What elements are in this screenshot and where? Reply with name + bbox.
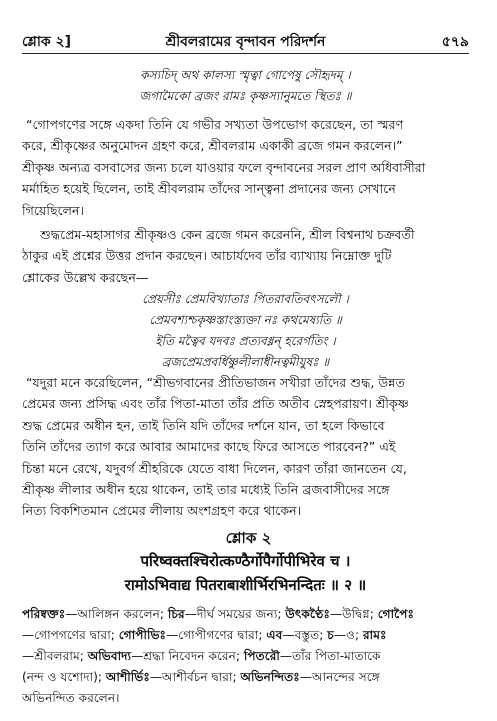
sanskrit-line: परिष्वक्तश्चिरोत्कण्ठैर्गोपैर्गोपीभिरेव च । (140, 552, 351, 570)
text-line: শুদ্ধ প্রেমের অধীন হন, তাই তিনি যদি তাঁদের দর্শনে যান, তা হলে কিভাবে (22, 417, 385, 433)
page-header (22, 30, 469, 52)
word-meanings (22, 604, 469, 709)
synonym-meaning: —আনন্দের সঙ্গে (299, 670, 380, 684)
text-line: শুদ্ধপ্রেম-মহাসাগর শ্রীকৃষ্ণও কেন ব্রজে গমন করেননি, শ্রীল বিশ্বনাথ চক্রবর্তী (40, 227, 415, 242)
synonym-meaning: —আলিঙ্গন করলেন; (65, 607, 168, 621)
synonym-meaning: —গোপীগণের দ্বারা; (166, 628, 267, 642)
synonym-term: পরিষ্বক্তঃ (22, 607, 66, 621)
verse-line: ব্রজপ্রেমপ্রবর্ধিষ্ণুলীলাধীনত্বমীযুষঃ ॥ (161, 355, 330, 369)
synonym-line (22, 667, 469, 688)
text-line: চিন্তা মনে রেখে, যদুবর্গ শ্রীহরিকে যেতে বাধা দিলেন, কারণ তাঁরা জানতেন যে, (22, 460, 407, 476)
text-line: নিত্য বিকশিতমান প্রেমের লীলায় অংশগ্রহণ করে থাকেন। (22, 503, 302, 519)
text-line: করে, শ্রীকৃষ্ণের অনুমোদন গ্রহণ করে, শ্রীবলরাম একাকী ব্রজে গমন করলেন।” (22, 138, 403, 154)
text-line: ঠাকুর এই প্রশ্নের উত্তর প্রদান করছেন। আচার্যদেব তাঁর ব্যাখ্যায় নিম্নোক্ত দুটি (22, 248, 392, 264)
sanskrit-verse (22, 549, 469, 597)
synonym-meaning: —আশীর্বচন দ্বারা; (149, 670, 241, 684)
verse-line: কস্যচিদ্ অথ কালস্য স্মৃত্বা গোপেষু সৌহৃদম্ । (140, 68, 351, 82)
sloka-heading: শ্লোক ২ (225, 529, 272, 547)
text-line: গিয়েছিলেন। (22, 202, 85, 218)
sanskrit-line: रामोऽभिवाद्य पितराबाशीर्भिरभिनन्दितः ॥ २ ॥ (124, 576, 367, 594)
synonym-meaning: —শ্রীবলরাম; (22, 649, 88, 663)
verse-line: ইতি মত্বৈব যদবঃ প্রত্যবধ্নন্ হরের্গতিং । (155, 334, 336, 348)
synonym-meaning: —দীর্ঘ সময়ের জন্য; (184, 607, 286, 621)
synonym-line (22, 688, 469, 709)
synonym-term: পিতরৌ (243, 649, 280, 663)
synonym-meaning: অভিনন্দিত করলেন। (22, 691, 120, 705)
quoted-verse-2 (22, 289, 469, 373)
quoted-verse-1 (22, 65, 469, 107)
text-line: তিনি তাঁদের ত্যাগ করে আবার আমাদের কাছে ফিরে আসতে পারবেন?” এই (22, 439, 396, 455)
verse-line: জগামৈকো ব্রজং রামঃ কৃষ্ণস্যানুমতে স্থিতঃ ॥ (139, 89, 352, 103)
synonym-meaning: —গোপগণের দ্বারা; (22, 628, 119, 642)
text-line: “গোপগণের সঙ্গে একদা তিনি যে গভীর সখ্যতা উপভোগ করেছেন, তা স্মরণ (26, 117, 404, 132)
text-line: শ্রীকৃষ্ণ লীলার অধীন হয়ে থাকেন, তাই তার মধ্যেই তিনি ব্রজবাসীদের সঙ্গে (22, 482, 390, 498)
synonym-meaning: (নন্দ ও যশোদা); (22, 670, 106, 684)
synonym-meaning: —বস্তুত; (282, 628, 328, 642)
paragraph-translation (22, 114, 469, 221)
text-line: প্রেমের জন্য প্রসিদ্ধ এবং তাঁর পিতা-মাতা তাঁর প্রতি অতীব স্নেহপরায়ণ। শ্রীকৃষ্ণ (22, 396, 409, 412)
header-chapter-ref: শ্লোক ২] (22, 34, 72, 50)
synonym-term: এব (266, 628, 283, 642)
header-title: শ্রীবলরামের বৃন্দাবন পরিদর্শন (165, 34, 326, 50)
text-line: মর্মাহিত হয়েই ছিলেন, তাই শ্রীবলরাম তাঁদের সান্ত্বনা প্রদানের জন্য সেখানে (22, 181, 396, 197)
verse-line: প্রেয়সীঃ প্রেমবিখ্যাতাঃ পিতরাবতিবৎসলৌ । (142, 292, 349, 306)
synonym-term: অভিনন্দিতঃ (240, 670, 300, 684)
verse-line: প্রেমবশ্যশ্চকৃষ্ণস্তাংস্ত্যক্তা নঃ কথমেষ্যতি ॥ (149, 313, 342, 327)
paragraph-commentary (22, 224, 469, 288)
synonym-term: অভিবাদ্য (87, 649, 132, 663)
synonym-term: চ (327, 628, 334, 642)
synonym-term: গোপীভিঃ (118, 628, 167, 642)
synonym-meaning: —তাঁর পিতা-মাতাকে (279, 649, 381, 663)
synonym-term: গোপৈঃ (377, 607, 415, 621)
paragraph-explanation (22, 372, 469, 522)
synonym-term: উৎকণ্ঠৈঃ (285, 607, 330, 621)
page-number: ৫৭৯ (441, 34, 469, 50)
synonym-meaning: —ও; (333, 628, 363, 642)
synonym-line (22, 625, 469, 646)
synonym-term: রামঃ (362, 628, 387, 642)
text-line: শ্লোকের উল্লেখ করছেন— (22, 269, 149, 285)
synonym-line (22, 604, 469, 625)
synonym-meaning: —শ্রদ্ধা নিবেদন করেন; (131, 649, 244, 663)
synonym-term: চির (167, 607, 185, 621)
synonym-meaning: —উদ্বিগ্ন; (329, 607, 378, 621)
synonym-line (22, 646, 469, 667)
synonym-term: আশীর্ভিঃ (105, 670, 150, 684)
text-line: শ্রীকৃষ্ণ অন্যত্র বসবাসের জন্য চলে যাওয়ার ফলে বৃন্দাবনের সরল প্রাণ অধিবাসীরা (22, 159, 426, 175)
text-line: “যদুরা মনে করেছিলেন, “শ্রীভগবানের প্রীতিভাজন সখীরা তাঁদের শুদ্ধ, উন্নত (26, 375, 405, 390)
header-divider (22, 53, 469, 54)
